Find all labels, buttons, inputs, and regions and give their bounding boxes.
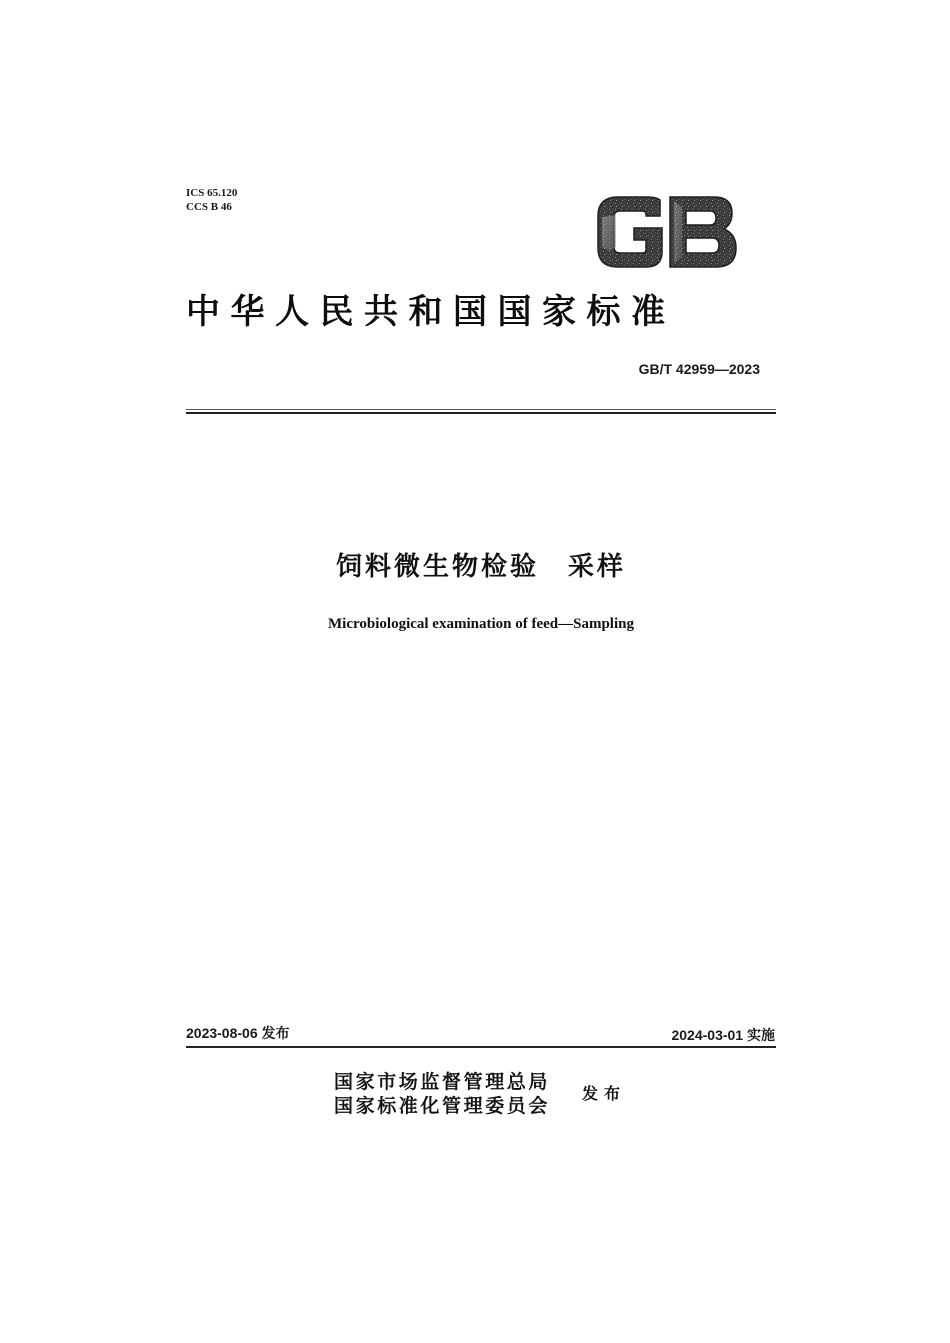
document-title-chinese: 饲料微生物检验 采样	[335, 552, 626, 582]
classification-codes	[186, 186, 237, 214]
footer-divider	[186, 1046, 776, 1048]
ics-code: ICS 65.120	[186, 187, 238, 199]
document-title-english: Microbiological examination of feed—Sampling	[328, 616, 634, 632]
issue-date: 2023-08-06 发布	[186, 1025, 290, 1041]
header-divider-thick	[186, 412, 776, 414]
gb-logo	[596, 196, 738, 268]
ccs-code: CCS B 46	[186, 201, 232, 213]
implementation-date: 2024-03-01 实施	[671, 1027, 775, 1043]
issuer-sac: 国家标准化管理委员会	[334, 1095, 551, 1117]
header-divider-thin	[186, 409, 776, 410]
standard-type-heading: 中华人民共和国国家标准	[186, 292, 676, 332]
publish-label: 发布	[582, 1084, 627, 1103]
issuer-samr: 国家市场监督管理总局	[334, 1071, 551, 1093]
issuing-authorities	[334, 1070, 550, 1118]
standard-number: GB/T 42959—2023	[638, 361, 760, 377]
